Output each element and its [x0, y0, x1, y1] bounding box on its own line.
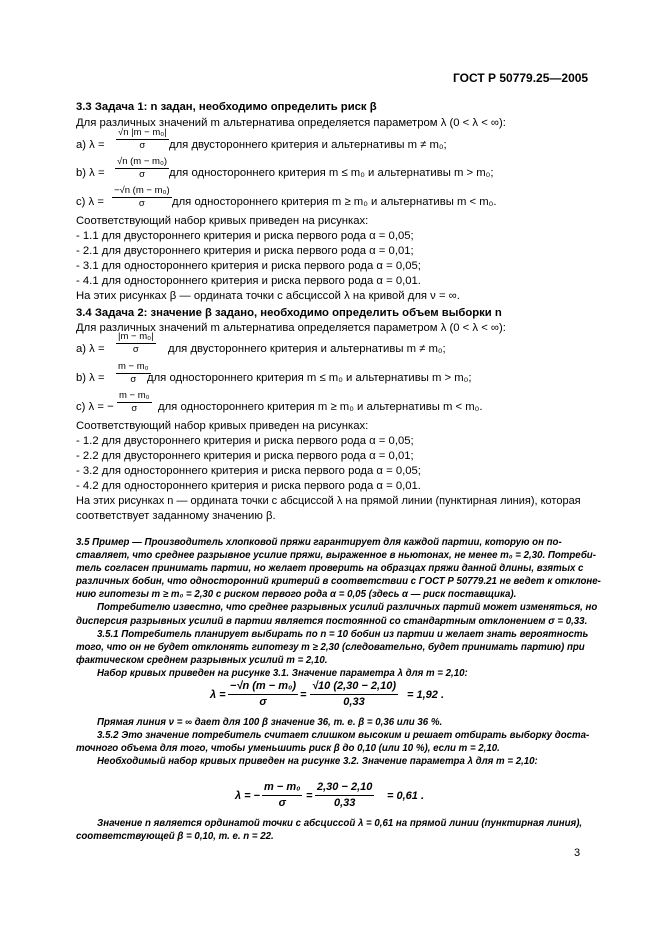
formula1-numerator-2: √10 (2,30 − 2,10): [310, 679, 398, 695]
formula1-denominator-1: σ: [259, 696, 267, 708]
example-p2-line: Потребителю известно, что среднее разрывных усилий различных партий может изменяться, но: [97, 602, 598, 614]
s34-c-text: для одностороннего критерия m ≥ m₀ и альтернативы m < m₀.: [158, 401, 483, 413]
s34-a-label: a) λ =: [76, 343, 105, 355]
example-p1-line: ставляет, что среднее разрывное усилие пряжи, выраженное в ньютонах, не менее m₀ = 2,30. Потреби-: [76, 550, 596, 562]
page-number: 3: [574, 847, 581, 859]
s34-note-line-1: На этих рисунках n — ордината точки с абсциссой λ на прямой линии (пунктирная линия), которая: [76, 495, 581, 507]
s34-item: - 4.2 для одностороннего критерия и риска первого рода α = 0,01.: [76, 480, 421, 492]
s34-c-denominator: σ: [131, 403, 138, 414]
formula2-denominator-2: 0,33: [333, 797, 356, 809]
example-p4: Набор кривых приведен на рисунке 3.1. Значение параметра λ для m = 2,10:: [97, 667, 468, 679]
example-p1-line: 3.5 Пример — Производитель хлопковой пряжи гарантирует для каждой партии, которую он по-: [76, 537, 562, 548]
example-p6-line: точного объема для того, чтобы уменьшить риск β до 0,10 (или 10 %), если m = 2,10.: [76, 743, 500, 755]
formula1-frac1: [228, 679, 298, 709]
s34-b-text: для одностороннего критерия m ≤ m₀ и альтернативы m > m₀;: [147, 372, 472, 384]
formula1-result: = 1,92 .: [407, 689, 445, 701]
s33-b-label: b) λ =: [76, 167, 105, 179]
s33-c-label: c) λ =: [76, 196, 104, 208]
s33-c-text: для одностороннего критерия m ≥ m₀ и альтернативы m < m₀.: [172, 196, 497, 208]
s34-c-label: c) λ = −: [76, 401, 114, 413]
s33-item: - 4.1 для одностороннего критерия и риска первого рода α = 0,01.: [76, 275, 421, 287]
s34-a-denominator: σ: [132, 344, 139, 355]
example-p3-line: фактическом среднем разрывных усилий m = 2,10.: [76, 654, 328, 666]
example-block: [76, 536, 601, 680]
s33-c-formula: [112, 184, 172, 210]
s34-note-line-2: соответствует заданному значению β.: [76, 510, 276, 522]
s33-b-text: для одностороннего критерия m ≤ m₀ и альтернативы m > m₀;: [169, 167, 494, 179]
s33-b-formula: [115, 155, 169, 181]
s34-item: - 3.2 для одностороннего критерия и риска первого рода α = 0,05;: [76, 465, 421, 477]
s33-b-numerator: √n (m − m₀): [117, 156, 168, 167]
s33-b-denominator: σ: [139, 169, 145, 180]
formula1-equals: =: [300, 689, 307, 701]
example-p8-line: соответствующей β = 0,10, т. е. n = 22.: [76, 831, 274, 843]
example-block-2: [76, 716, 588, 768]
s34-set-intro: Соответствующий набор кривых приведен на рисунках:: [76, 420, 369, 432]
s34-b-numerator: m − m₀: [118, 361, 149, 372]
formula1-frac2: [310, 679, 398, 709]
s33-note: На этих рисунках β — ордината точки с абсциссой λ на кривой для ν = ∞.: [76, 290, 460, 302]
s33-item: - 2.1 для двустороннего критерия и риска первого рода α = 0,01;: [76, 245, 414, 257]
s34-item: - 1.2 для двустороннего критерия и риска первого рода α = 0,05;: [76, 435, 414, 447]
section-3-4-title: 3.4 Задача 2: значение β задано, необходимо определить объем выборки n: [76, 307, 502, 319]
s34-c-numerator: m − m₀: [119, 390, 150, 401]
document-code: ГОСТ Р 50779.25—2005: [453, 71, 589, 85]
formula1-numerator-1: −√n (m − m₀): [228, 679, 298, 695]
s33-a-label: a) λ =: [76, 139, 105, 151]
formula2-frac2: [315, 780, 374, 810]
s34-a-numerator: |m − m₀|: [118, 331, 154, 342]
formula2-frac1: [262, 780, 302, 810]
s33-a-numerator: √n |m − m₀|: [118, 127, 167, 138]
s33-a-formula: [116, 126, 169, 152]
formula2-numerator-1: m − m₀: [262, 780, 302, 796]
formula2-result: = 0,61 .: [387, 790, 425, 802]
example-p6-line: 3.5.2 Это значение потребитель считает слишком высоким и решает отбирать выборку доста-: [97, 730, 590, 742]
s34-b-denominator: σ: [130, 374, 137, 385]
s33-item: - 1.1 для двустороннего критерия и риска первого рода α = 0,05;: [76, 230, 414, 242]
s33-c-numerator: −√n (m − m₀): [114, 185, 170, 196]
s34-c-formula: [117, 389, 152, 415]
s33-c-denominator: σ: [138, 198, 145, 209]
example-p3-line: 3.5.1 Потребитель планирует выбирать по n = 10 бобин из партии и желает знать вероятность: [97, 628, 589, 640]
example-p1-line: различных бобин, что односторонний критерий в соответствии с ГОСТ Р 50779.21 не ведет к отклоне-: [76, 576, 601, 588]
s33-intro: Для различных значений m альтернатива определяется параметром λ (0 < λ < ∞):: [76, 117, 506, 129]
example-p7: Необходимый набор кривых приведен на рисунке 3.2. Значение параметра λ для m = 2,10:: [97, 756, 538, 768]
example-p2-line: дисперсия разрывных усилий в партии является постоянной со стандартным отклонением σ = 0,33.: [76, 615, 588, 627]
s33-set-intro: Соответствующий набор кривых приведен на рисунках:: [76, 215, 369, 227]
formula2-lhs: λ = −: [235, 790, 261, 802]
formula2-equals: =: [306, 790, 313, 802]
s33-item: - 3.1 для одностороннего критерия и риска первого рода α = 0,05;: [76, 260, 421, 272]
example-p5: Прямая линия ν = ∞ дает для 100 β значение 36, т. е. β = 0,36 или 36 %.: [97, 717, 443, 728]
example-p1-line: тель согласен принимать партии, но желает проверить на образцах пряжи данной длины, взятых с: [76, 563, 584, 575]
example-p1-line: нию гипотезы m ≥ m₀ = 2,30 с риском первого рода α = 0,05 (здесь α — риск поставщика).: [76, 589, 517, 601]
s34-intro: Для различных значений m альтернатива определяется параметром λ (0 < λ < ∞):: [76, 322, 506, 334]
formula1-lhs: λ =: [210, 689, 226, 701]
formula1-denominator-2: 0,33: [343, 696, 365, 708]
s33-a-denominator: σ: [139, 140, 146, 151]
example-p8-line: Значение n является ординатой точки с абсциссой λ = 0,61 на прямой линии (пунктирная линия),: [97, 818, 583, 829]
s33-a-text: для двустороннего критерия и альтернативы m ≠ m₀;: [169, 139, 447, 151]
s34-b-formula: [116, 360, 151, 386]
s34-b-label: b) λ =: [76, 372, 105, 384]
formula2-numerator-2: 2,30 − 2,10: [315, 780, 374, 796]
example-block-3: [76, 817, 588, 843]
s34-a-formula: [116, 330, 156, 356]
s34-item: - 2.2 для двустороннего критерия и риска первого рода α = 0,01;: [76, 450, 414, 462]
section-3-3-title: 3.3 Задача 1: n задан, необходимо определить риск β: [76, 101, 377, 113]
s34-a-text: для двустороннего критерия и альтернативы m ≠ m₀;: [168, 343, 446, 355]
formula2-denominator-1: σ: [278, 797, 286, 809]
example-p3-line: того, что он не будет отклонять гипотезу m ≥ 2,30 (следовательно, будет принимать партию) при: [76, 641, 585, 653]
